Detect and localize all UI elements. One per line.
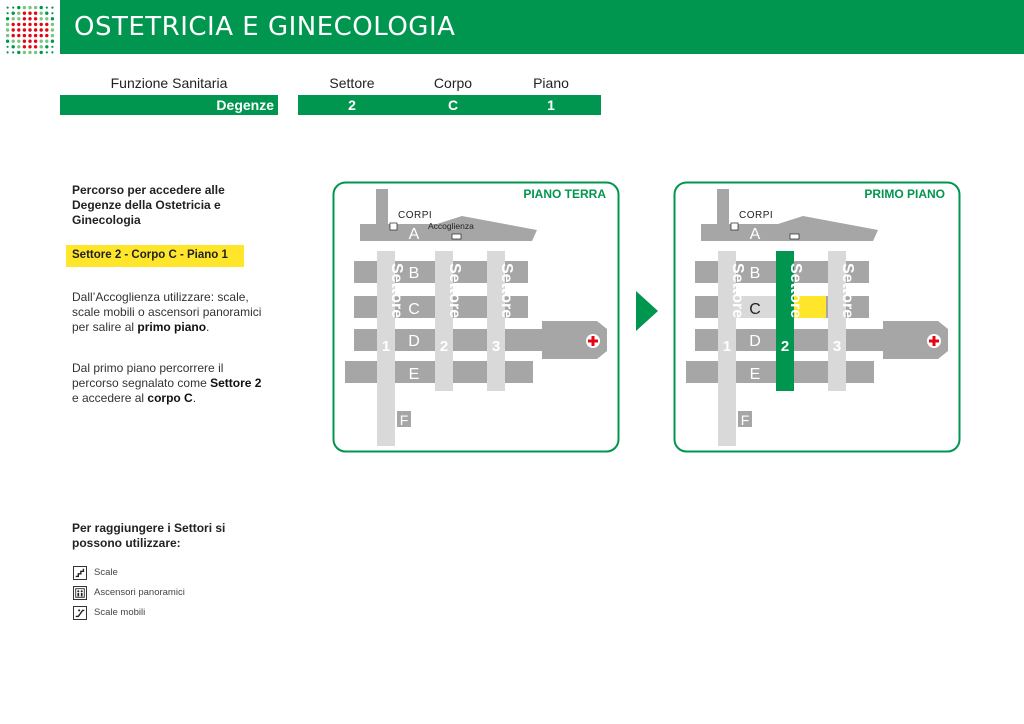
instruction-paragraph-2 — [72, 361, 262, 406]
body-f-letter: F — [740, 412, 750, 428]
page-title: OSTETRICIA E GINECOLOGIA — [74, 12, 456, 42]
p2-bold-body: corpo C — [147, 391, 193, 405]
p2-end: . — [192, 391, 197, 405]
body-c-letter: C — [408, 301, 420, 318]
instruction-paragraph-1 — [72, 290, 262, 335]
legend-label-escalator: Scale mobili — [94, 607, 146, 618]
sector-3-number: 3 — [491, 338, 501, 355]
sector-3-label: Settore — [839, 263, 856, 319]
corpi-label: CORPI — [739, 210, 774, 221]
piano-label: Piano — [533, 75, 569, 91]
stairs-icon — [731, 223, 738, 230]
next-floor-arrow-icon — [636, 291, 658, 331]
sector-2-label: Settore — [446, 263, 463, 319]
p2-bold-sector: Settore 2 — [210, 376, 262, 390]
legend-title: Per raggiungere i Settori si possono utilizzare: — [72, 521, 226, 550]
p1-end: . — [206, 320, 210, 334]
p1-text: Dall’Accoglienza utilizzare: scale, scale mobili o ascensori panoramici per salire al — [72, 290, 262, 334]
escalator-icon — [452, 234, 461, 239]
sector-1-number: 1 — [722, 338, 732, 355]
sector-3-label: Settore — [498, 263, 515, 319]
legend-label-elevator: Ascensori panoramici — [94, 587, 185, 598]
body-d-letter: D — [408, 333, 420, 350]
body-a-letter: A — [408, 226, 420, 243]
body-e-letter: E — [749, 366, 761, 383]
destination-text: Settore 2 - Corpo C - Piano 1 — [72, 249, 228, 261]
map-ground-floor — [332, 181, 620, 453]
body-b-letter: B — [749, 265, 761, 282]
hospital-cross-icon — [586, 334, 600, 348]
hospital-logo — [4, 4, 56, 56]
corpo-label: Corpo — [433, 75, 473, 91]
p2-text-2: e accedere al — [72, 391, 148, 405]
settore-value: 2 — [348, 97, 356, 113]
body-f-letter: F — [399, 412, 409, 428]
sector-2-number: 2 — [780, 338, 790, 355]
route-title: Percorso per accedere alle Degenze della Ostetricia e Ginecologia — [72, 183, 225, 227]
settore-label: Settore — [329, 75, 375, 91]
p1-bold: primo piano — [137, 320, 207, 334]
body-b-letter: B — [408, 265, 420, 282]
p2-text: Dal primo piano percorrere il percorso segnalato come — [72, 361, 224, 390]
escalator-icon — [790, 234, 799, 239]
accoglienza-label: Accoglienza — [428, 221, 474, 231]
body-a-letter: A — [749, 226, 761, 243]
map-title: PRIMO PIANO — [864, 187, 945, 201]
elevator-icon — [73, 586, 87, 600]
map-first-floor — [673, 181, 961, 453]
hospital-cross-icon — [927, 334, 941, 348]
corpo-value: C — [447, 97, 459, 113]
corpi-label: CORPI — [398, 210, 433, 221]
body-c-letter: C — [749, 301, 761, 318]
stairs-icon — [73, 566, 87, 580]
connector-top — [717, 189, 729, 229]
sector-1-label: Settore — [388, 263, 405, 319]
sector-3-number: 3 — [832, 338, 842, 355]
map-title: PIANO TERRA — [523, 187, 606, 201]
legend-label-stairs: Scale — [94, 567, 118, 578]
piano-value: 1 — [547, 97, 555, 113]
sector-2-label: Settore — [787, 263, 804, 319]
header-bar — [60, 0, 1024, 54]
escalator-icon — [73, 606, 87, 620]
stairs-icon — [390, 223, 397, 230]
connector-top — [376, 189, 388, 229]
funzione-label: Funzione Sanitaria — [110, 75, 228, 91]
sector-1-label: Settore — [729, 263, 746, 319]
body-e-letter: E — [408, 366, 420, 383]
body-d-letter: D — [749, 333, 761, 350]
sector-2-number: 2 — [439, 338, 449, 355]
funzione-value: Degenze — [216, 97, 274, 113]
sector-1-number: 1 — [381, 338, 391, 355]
